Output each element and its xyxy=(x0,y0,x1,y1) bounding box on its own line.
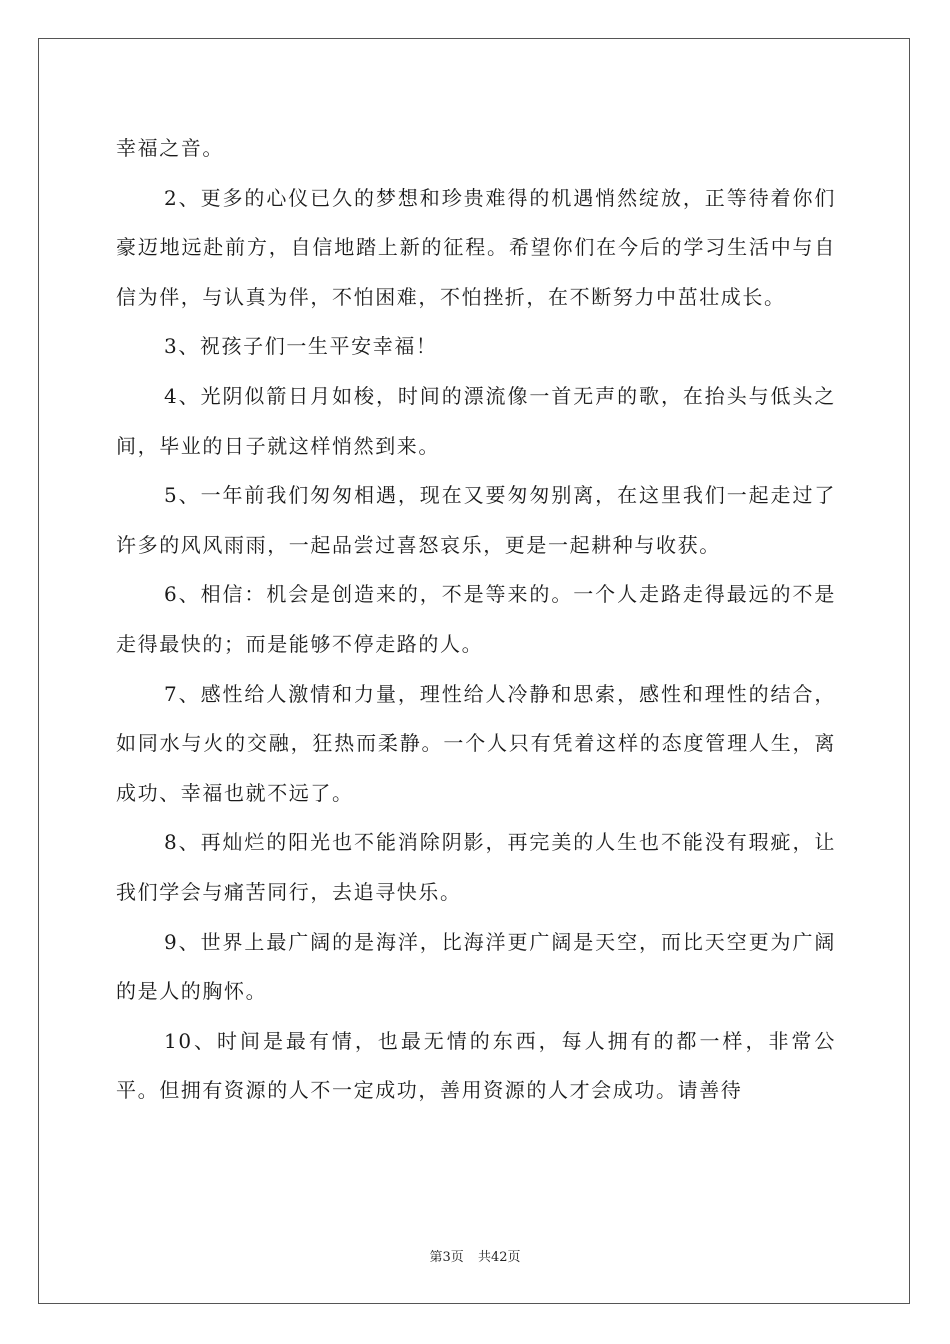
paragraph-5: 5、一年前我们匆匆相遇，现在又要匆匆别离，在这里我们一起走过了许多的风风雨雨，一起品尝过喜怒哀乐，更是一起耕种与收获。 xyxy=(116,483,836,557)
page-footer xyxy=(0,1246,950,1265)
paragraph-8: 8、再灿烂的阳光也不能消除阴影，再完美的人生也不能没有瑕疵，让我们学会与痛苦同行，去追寻快乐。 xyxy=(116,830,836,904)
paragraph-2: 2、更多的心仪已久的梦想和珍贵难得的机遇悄然绽放，正等待着你们豪迈地远赴前方，自信地踏上新的征程。希望你们在今后的学习生活中与自信为伴，与认真为伴，不怕困难，不怕挫折，在不断努力中茁壮成长。 xyxy=(116,185,836,309)
document-body xyxy=(116,124,836,1116)
paragraph-3: 3、祝孩子们一生平安幸福！ xyxy=(164,334,438,359)
paragraph-6: 6、相信：机会是创造来的，不是等来的。一个人走路走得最远的不是走得最快的；而是能够不停走路的人。 xyxy=(116,582,836,656)
paragraph-4: 4、光阴似箭日月如梭，时间的漂流像一首无声的歌，在抬头与低头之间，毕业的日子就这样悄然到来。 xyxy=(116,383,836,458)
page-number: 第3页 xyxy=(429,1250,464,1265)
paragraph-10: 10、时间是最有情，也最无情的东西，每人拥有的都一样，非常公平。但拥有资源的人不一定成功，善用资源的人才会成功。请善待 xyxy=(116,1028,836,1103)
page-total: 共42页 xyxy=(477,1250,521,1265)
paragraph-7: 7、感性给人激情和力量，理性给人冷静和思索，感性和理性的结合，如同水与火的交融，狂热而柔静。一个人只有凭着这样的态度管理人生，离成功、幸福也就不远了。 xyxy=(116,681,836,805)
paragraph-9: 9、世界上最广阔的是海洋，比海洋更广阔是天空，而比天空更为广阔的是人的胸怀。 xyxy=(116,929,836,1004)
paragraph-1: 幸福之音。 xyxy=(116,136,224,160)
